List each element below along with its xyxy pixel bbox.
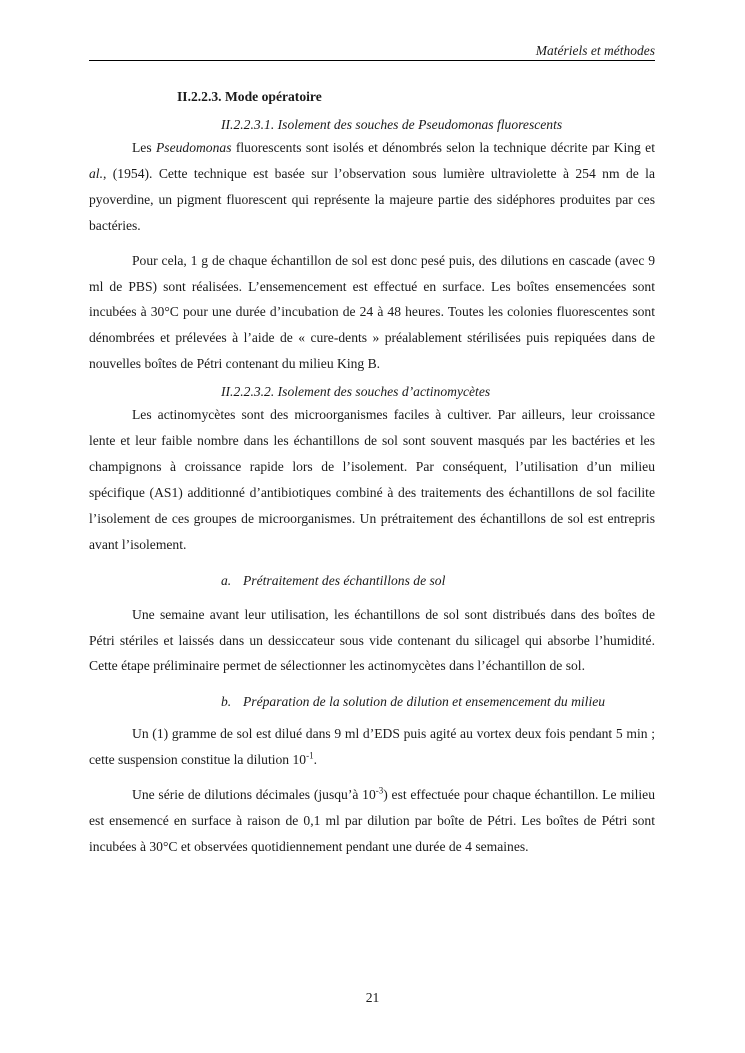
superscript: -3: [375, 785, 384, 796]
subsection-heading-1-text: II.2.2.3.1. Isolement des souches de Pseudomonas fluorescents: [221, 117, 563, 132]
subheading-b: [221, 693, 655, 711]
paragraph-dilution-1: [89, 721, 655, 773]
superscript: -1: [306, 750, 314, 761]
text-run: ) est effectuée pour chaque échantillon. Le milieu est ensemencé en surface à raison de 0,1 ml par dilution par boîte de Pétri. Les boîtes de Pétri sont incubées à 30°C et observées quotidiennement pendant une durée de 4 semaines.: [89, 787, 655, 854]
text-run: fluorescents sont isolés et dénombrés selon la technique décrite par King et: [231, 140, 655, 155]
subheading-a-label: a.: [221, 572, 232, 588]
text-run: , (1954). Cette technique est basée sur l’observation sous lumière ultraviolette à 254 nm de la pyoverdine, un pigment fluorescent qui représente la majeure partie des sidéphores produites par ces bactéries.: [89, 165, 655, 233]
subheading-a-text: Prétraitement des échantillons de sol: [243, 572, 446, 588]
header-title: Matériels et méthodes: [535, 43, 655, 58]
paragraph-pseudomonas-2: Pour cela, 1 g de chaque échantillon de sol est donc pesé puis, des dilutions en cascade (avec 9 ml de PBS) sont réalisées. L’ensemencement est effectué en surface. Les boîtes ensemencées sont incubées à 30°C pour une durée d’incubation de 24 à 48 heures. Toutes les colonies fluorescentes sont dénombrées et prélevées à l’aide de « cure-dents » préalablement stérilisées puis repiquées dans de nouvelles boîtes de Pétri contenant du milieu King B.: [89, 252, 655, 372]
subsection-heading-2: II.2.2.3.2. Isolement des souches d’actinomycètes: [221, 384, 491, 400]
italic-term: al.: [89, 165, 103, 181]
italic-term: Pseudomonas: [155, 140, 232, 155]
subheading-b-text: Préparation de la solution de dilution et ensemencement du milieu: [243, 694, 606, 710]
paragraph-pretreatment: Une semaine avant leur utilisation, les échantillons de sol sont distribués dans des boîtes de Pétri stériles et laissés dans un dessiccateur sous vide contenant du silicagel qui absorbe l’humidité. Cette étape préliminaire permet de sélectionner les actinomycètes dans l’échantillon de sol.: [89, 606, 655, 674]
subheading-b-label: b.: [221, 694, 232, 710]
page-number: 21: [365, 990, 380, 1005]
paragraph-pseudomonas-1: [89, 135, 655, 239]
text-run: Une série de dilutions décimales (jusqu’à 10: [132, 787, 376, 803]
text-run: .: [313, 752, 317, 768]
subsection-heading-1: [221, 116, 655, 134]
paragraph-dilution-2: [89, 782, 655, 860]
subheading-a: [221, 572, 655, 590]
text-run: Les: [132, 140, 156, 155]
text-run: Un (1) gramme de sol est dilué dans 9 ml d’EDS puis agité au vortex deux fois pendant 5 min ; cette suspension constitue la dilution 10: [89, 726, 655, 768]
page-body: [89, 88, 655, 860]
running-header: [89, 42, 655, 61]
section-heading: II.2.2.3. Mode opératoire: [177, 89, 322, 104]
paragraph-actinomycetes-1: Les actinomycètes sont des microorganismes faciles à cultiver. Par ailleurs, leur croissance lente et leur faible nombre dans les échantillons de sol sont souvent masqués par les bactéries et les champignons à croissance rapide lors de l’isolement. Par conséquent, l’utilisation d’un milieu spécifique (AS1) additionné d’antibiotiques combiné à des traitements des échantillons de sol facilite l’isolement de ces groupes de microorganismes. Un prétraitement des échantillons de sol est entrepris avant l’isolement.: [89, 407, 655, 552]
